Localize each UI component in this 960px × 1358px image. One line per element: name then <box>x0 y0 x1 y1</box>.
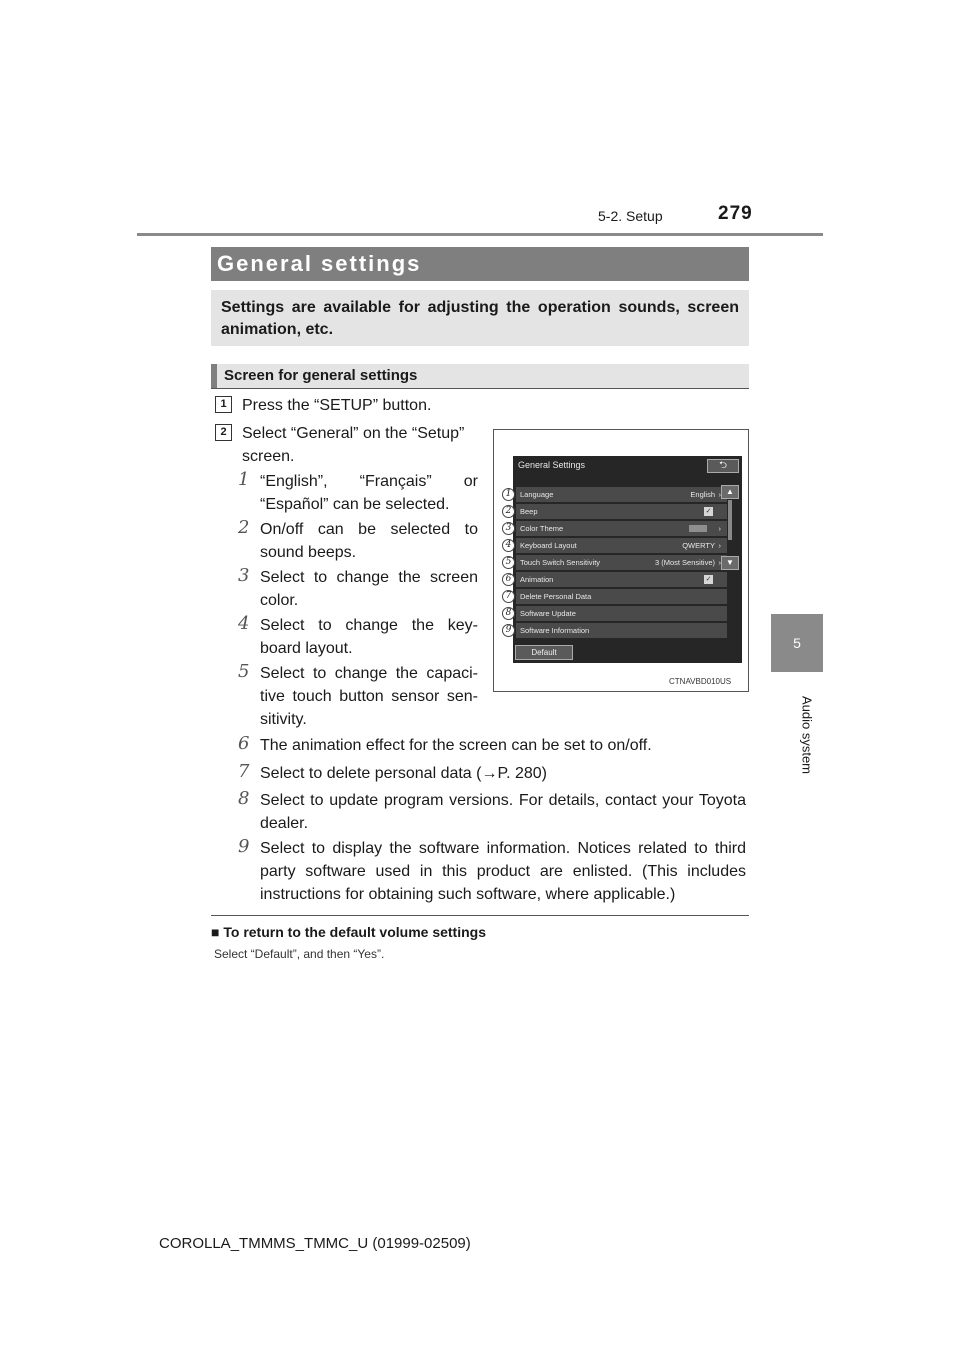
item-3-text: Select to change the screen color. <box>260 569 478 609</box>
item-4-text: Select to change the key-board layout. <box>260 617 478 657</box>
row-value: 3 (Most Sensitive) <box>654 558 715 567</box>
row-value: QWERTY <box>682 541 715 550</box>
page-number: 279 <box>718 203 753 224</box>
item-1-text: “English”, “Français” or “Español” can be selected. <box>260 473 478 513</box>
chapter-label <box>797 680 817 790</box>
scroll-down-button[interactable] <box>718 556 739 570</box>
step-1-text: Press the “SETUP” button. <box>242 397 432 414</box>
image-code: CTNAVBD010US <box>669 677 732 686</box>
row-label: Beep <box>520 507 538 516</box>
row-label: Animation <box>520 575 554 584</box>
callout-5: 5 <box>502 556 515 569</box>
settings-row-beep[interactable] <box>516 504 727 519</box>
sub-heading-rule <box>211 388 749 389</box>
row-value: English <box>690 490 715 499</box>
footer-code: COROLLA_TMMMS_TMMC_U (01999-02509) <box>159 1235 471 1252</box>
arrow-down-icon: ▼ <box>726 558 734 567</box>
settings-row-software-information[interactable] <box>516 623 727 638</box>
arrow-up-icon: ▲ <box>726 487 734 496</box>
chevron-right-icon: › <box>718 490 721 499</box>
section-reference: 5-2. Setup <box>598 208 663 224</box>
chevron-right-icon: › <box>718 541 721 550</box>
callout-1: 1 <box>502 488 515 501</box>
item-number-3: 3 <box>238 565 250 586</box>
row-label: Software Update <box>520 609 576 618</box>
note-text: Select “Default”, and then “Yes”. <box>214 947 385 961</box>
section-banner: General settings <box>211 247 749 281</box>
callout-6: 6 <box>502 573 515 586</box>
step-number-2: 2 <box>215 424 232 441</box>
scroll-up-button[interactable] <box>721 485 739 499</box>
callout-7: 7 <box>502 590 515 603</box>
callout-2: 2 <box>502 505 515 518</box>
item-5-text: Select to change the capaci-tive touch button sensor sen-sitivity. <box>260 665 478 728</box>
chevron-right-icon: › <box>718 558 721 567</box>
sub-heading: Screen for general settings <box>211 364 749 388</box>
item-number-6: 6 <box>238 733 250 754</box>
settings-row-color-theme[interactable] <box>516 521 727 536</box>
settings-row-software-update[interactable] <box>516 606 727 621</box>
note-title-text: To return to the default volume settings <box>223 924 487 940</box>
screen-title: General Settings <box>518 460 586 470</box>
header-rule <box>137 233 823 236</box>
settings-row-keyboard-layout[interactable] <box>516 538 727 553</box>
item-2-text: On/off can be selected to sound beeps. <box>260 521 478 561</box>
row-label: Software Information <box>520 626 590 635</box>
step-2-line-1: Select “General” on the “Setup” <box>242 425 465 442</box>
step-number-1: 1 <box>215 396 232 413</box>
settings-row-language[interactable] <box>516 487 727 502</box>
chapter-tab: 5 <box>771 614 823 672</box>
row-label: Keyboard Layout <box>520 541 577 550</box>
item-number-8: 8 <box>238 788 250 809</box>
chevron-right-icon: › <box>718 524 721 533</box>
item-number-7: 7 <box>238 761 250 782</box>
item-6-text: The animation effect for the screen can be set to on/off. <box>260 737 652 754</box>
note-title <box>211 924 486 940</box>
step-2-line-2: screen. <box>242 448 295 465</box>
scrollbar[interactable] <box>728 500 732 540</box>
item-9-text: Select to display the software information. Notices related to third party software used in this product are enlisted. (This includes instructions for obtaining such software, where applicable.) <box>260 840 746 903</box>
intro-text: Settings are available for adjusting the operation sounds, screen animation, etc. <box>211 290 749 346</box>
checkbox-checked-icon[interactable]: ✓ <box>705 508 712 515</box>
color-swatch <box>689 525 707 532</box>
row-label: Delete Personal Data <box>520 592 592 601</box>
checkbox-checked-icon[interactable]: ✓ <box>705 576 712 583</box>
settings-row-touch-sensitivity[interactable] <box>516 555 727 570</box>
step-2-text <box>242 422 477 468</box>
item-number-4: 4 <box>238 613 250 634</box>
item-number-1: 1 <box>238 469 250 490</box>
callout-8: 8 <box>502 607 515 620</box>
callout-9: 9 <box>502 624 515 637</box>
item-number-5: 5 <box>238 661 250 682</box>
item-number-2: 2 <box>238 517 250 538</box>
settings-row-animation[interactable] <box>516 572 727 587</box>
item-7-text: Select to delete personal data (→P. 280) <box>260 765 547 782</box>
square-bullet-icon: ■ <box>211 924 220 940</box>
note-rule <box>211 915 749 916</box>
row-label: Color Theme <box>520 524 564 533</box>
row-label: Touch Switch Sensitivity <box>520 558 601 567</box>
settings-row-delete-personal-data[interactable] <box>516 589 727 604</box>
row-label: Language <box>520 490 554 499</box>
default-button[interactable]: Default <box>515 645 573 660</box>
item-number-9: 9 <box>238 836 250 857</box>
callout-4: 4 <box>502 539 515 552</box>
back-arrow-icon: ⮌ <box>718 460 727 471</box>
back-button[interactable] <box>707 459 739 473</box>
callout-3: 3 <box>502 522 515 535</box>
item-8-text: Select to update program versions. For details, contact your Toyota dealer. <box>260 792 746 832</box>
chapter-title: Audio system <box>799 695 815 775</box>
